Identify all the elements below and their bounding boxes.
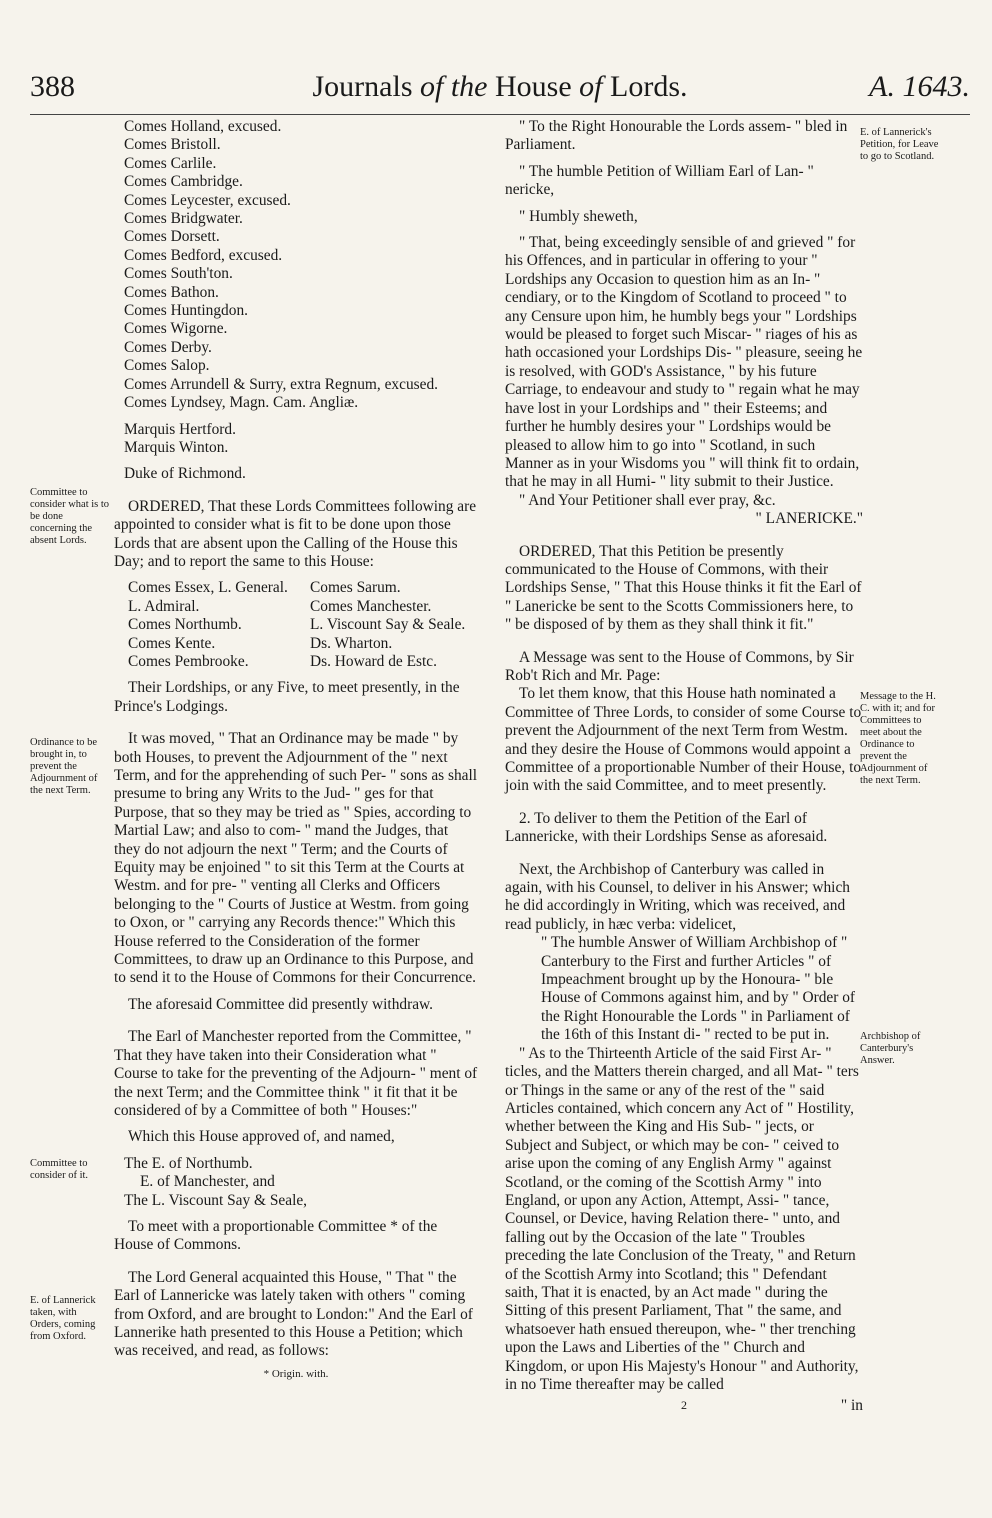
margin-note-petition: E. of Lannerick's Petition, for Leave to go to Scotland. <box>860 127 939 162</box>
list-item: Comes Carlile. <box>124 154 217 172</box>
petition-signature: " LANERICKE." <box>755 510 863 528</box>
margin-note-absent-lords: Committee to consider what is to be done concerning the absent Lords. <box>30 487 110 546</box>
answer-body: " As to the Thirteenth Article of the said First Ar- " ticles, and the Matters therein charged, and all Mat- " ters or Things in the same or any of the rest of the " said Articles contained, which concern any Act of " Hostility, whether between the King and His Sub- " jects, or Subject and Subject, or which may be con- " ceived to arise upon the coming of any English Army " against Scotland, or the coming of the Scottish Army " into England, or upon any Action, Attempt, Assi- " tance, Counsel, or Device, having Relation there- " unto, and falling out by the Occasion of the late " Troubles preceding the late Conclusion of the Treaty, " and Return of the Scottish Army into Scotland; this " Defendant saith, That it is enacted, by an Act made " during the Sitting of this present Parliament, That " the same, and whatsoever hath ensued thereupon, whe- " ther trenching upon the Laws and Liberties of the " Church and Kingdom, or upon His Majesty's Honour " and Authority, in no Time thereafter may be called <box>505 1044 859 1393</box>
petition-sheweth: " Humbly sheweth, <box>519 207 638 225</box>
motion-ordinance: It was moved, " That an Ordinance may be made " by both Houses, to prevent the Adjournment of the " next Term, and for the apprehending of such Per- " sons as shall presume to bring any Writs to the Jud- " ges for that Purpose, that so they may be tried as " Spies, according to Martial Law; and also to com- " mand the Judges, that they do not adjourn the next " Term; and the Courts of Equity may be enjoined " to sit this Term at the Courts at Westm. and for pre- " venting all Clerks and Officers belonging to the " Courts of Justice at Westm. from going to Oxon, or " carrying any Records thence:" Which this House referred to the Consideration of the former Committees, to draw up an Ordinance to this Purpose, and to send it to the House of Commons for their Concurrence. <box>114 730 478 987</box>
list-item: Comes Northumb. <box>128 616 242 634</box>
list-item: Comes Leycester, excused. <box>124 191 291 209</box>
margin-note-lannerick-taken: E. of Lannerick taken, with Orders, coming from Oxford. <box>30 1295 96 1342</box>
list-item: Comes Huntingdon. <box>124 302 248 320</box>
canterbury-note: Next, the Archbishop of Canterbury was called in again, with his Counsel, to deliver in his Answer; which he did accordingly in Writing, which was received, and read publicly, in hæc verba: videlicet, <box>505 860 850 933</box>
list-item: Comes Pembrooke. <box>128 652 249 670</box>
list-item: Comes Lyndsey, Magn. Cam. Angliæ. <box>124 394 359 412</box>
list-item: Comes Manchester. <box>310 597 432 615</box>
petition-title: " The humble Petition of William Earl of Lan- " nericke, <box>505 162 814 199</box>
list-item: Comes Salop. <box>124 357 210 375</box>
catchword: " in <box>840 1396 863 1414</box>
list-item: Comes Derby. <box>124 338 212 356</box>
page-header <box>30 70 970 115</box>
list-item: Comes Bristoll. <box>124 136 221 154</box>
committee-list <box>114 579 478 671</box>
duke: Duke of Richmond. <box>124 465 246 483</box>
journal-title: Journals of the House of Lords. <box>312 70 688 103</box>
comites-list <box>114 118 478 413</box>
list-item: Ds. Howard de Estc. <box>310 652 437 670</box>
list-item: Comes Essex, L. General. <box>128 579 288 597</box>
margin-note-committee: Committee to consider of it. <box>30 1158 89 1181</box>
list-item: Ds. Wharton. <box>310 634 393 652</box>
margin-note-ordinance: Ordinance to be brought in, to prevent the Adjournment of the next Term. <box>30 737 98 796</box>
list-item: The L. Viscount Say & Seale, <box>124 1191 308 1209</box>
manchester-report: The Earl of Manchester reported from the Committee, " That they have taken into their Consideration what " Course to take for the preventing of the Adjourn- " ment of the next Term; and the Committee think " it fit that it be considered of by a Committee of both " Houses:" <box>114 1028 478 1119</box>
to-meet-note: To meet with a proportionable Committee * of the House of Commons. <box>114 1217 438 1254</box>
list-item: Comes Dorsett. <box>124 228 220 246</box>
list-item: E. of Manchester, and <box>140 1173 275 1191</box>
right-column <box>505 118 863 1415</box>
message-body: To let them know, that this House hath nominated a Committee of Three Lords, to consider of some Course to prevent the Adjournment of the next Term from Westm. and they desire the House of Commons would appoint a Committee of a proportionable Number of their House, to join with the said Committee, and to meet presently. <box>505 685 862 795</box>
meet-note: Their Lordships, or any Five, to meet presently, in the Prince's Lodgings. <box>114 679 460 715</box>
withdraw-note: The aforesaid Committee did presently withdraw. <box>128 995 434 1013</box>
margin-note-answer: Archbishop of Canterbury's Answer. <box>860 1031 921 1066</box>
list-item: Comes South'ton. <box>124 265 233 283</box>
list-item: Comes Bridgwater. <box>124 210 243 228</box>
lord-general-note: The Lord General acquainted this House, " That " the Earl of Lannericke was lately taken with others " coming from Oxford, and are brought to London:" And the Earl of Lannerike hath presented to this House a Petition; which was received, and read, as follows: <box>114 1268 473 1360</box>
answer-title: " The humble Answer of William Archbishop of " Canterbury to the First and further Articles " of Impeachment brought up by the Honoura- " ble House of Commons against him, and by " Order of the Right Honourable the Lords " in Parliament of the 16th of this Instant di- " rected to be put in. <box>541 934 856 1044</box>
list-item: Comes Bathon. <box>124 283 219 301</box>
message-note: A Message was sent to the House of Commons, by Sir Rob't Rich and Mr. Page: <box>505 648 854 684</box>
list-item: Comes Kente. <box>128 634 216 652</box>
list-item: The E. of Northumb. <box>124 1154 253 1172</box>
list-item: L. Admiral. <box>128 597 200 615</box>
order-absent-lords: ORDERED, That these Lords Committees following are appointed to consider what is fit to be done upon those Lords that are absent upon the Calling of the House this Day; and to report the same to this House: <box>114 497 477 570</box>
list-item: L. Viscount Say & Seale. <box>310 616 466 634</box>
list-item: Marquis Hertford. <box>124 420 236 438</box>
list-item: Comes Cambridge. <box>124 173 243 191</box>
approved-note: Which this House approved of, and named, <box>128 1128 395 1146</box>
left-column <box>114 118 478 1383</box>
signature-mark: 2 <box>681 1398 687 1413</box>
page-number: 388 <box>30 70 75 103</box>
footnote: * Origin. with. <box>263 1367 329 1380</box>
list-item: Comes Sarum. <box>310 579 401 597</box>
year: A. 1643. <box>869 70 970 103</box>
deliver-note: 2. To deliver to them the Petition of the Earl of Lannericke, with their Lordships Sense as aforesaid. <box>505 809 828 846</box>
petition-address: " To the Right Honourable the Lords assem- " bled in Parliament. <box>505 118 848 154</box>
petition-pray: " And Your Petitioner shall ever pray, &c. <box>519 491 776 509</box>
list-item: Comes Bedford, excused. <box>124 246 283 264</box>
order-petition: ORDERED, That this Petition be presently communicated to the House of Commons, with their Lordships Sense, " That this House thinks it fit the Earl of " Lanericke be sent to the Scotts Commissioners here, to " be disposed of by them as they shall think it fit." <box>505 542 862 634</box>
margin-note-message: Message to the H. C. with it; and for Committees to meet about the Ordinance to prevent the Adjournment of the next Term. <box>860 691 936 786</box>
petition-body: " That, being exceedingly sensible of and grieved " for his Offences, and in particular in offering to your " Lordships any Occasion to question him as an In- " cendiary, or to the Kingdom of Scotland to proceed " to any Censure upon him, he humbly begs your " Lordships would be pleased to forget such Miscar- " riages of his as hath occasioned your Lordships Dis- " pleasure, seeing he is resolved, with GOD's Assistance, " by his future Carriage, to endeavour and study to " regain what he may have lost in your Lordships and " their Esteems; and further he humbly desires your " Lordships would be pleased to allow him to go into " Scotland, in such Manner as in your Wisdoms you " will think fit to ordain, that he may in all Humi- " lity submit to their Justice. <box>505 234 863 491</box>
list-item: Comes Holland, excused. <box>124 118 282 135</box>
list-item: Comes Arrundell & Surry, extra Regnum, excused. <box>124 375 439 393</box>
list-item: Comes Wigorne. <box>124 320 228 338</box>
list-item: Marquis Winton. <box>124 438 229 456</box>
